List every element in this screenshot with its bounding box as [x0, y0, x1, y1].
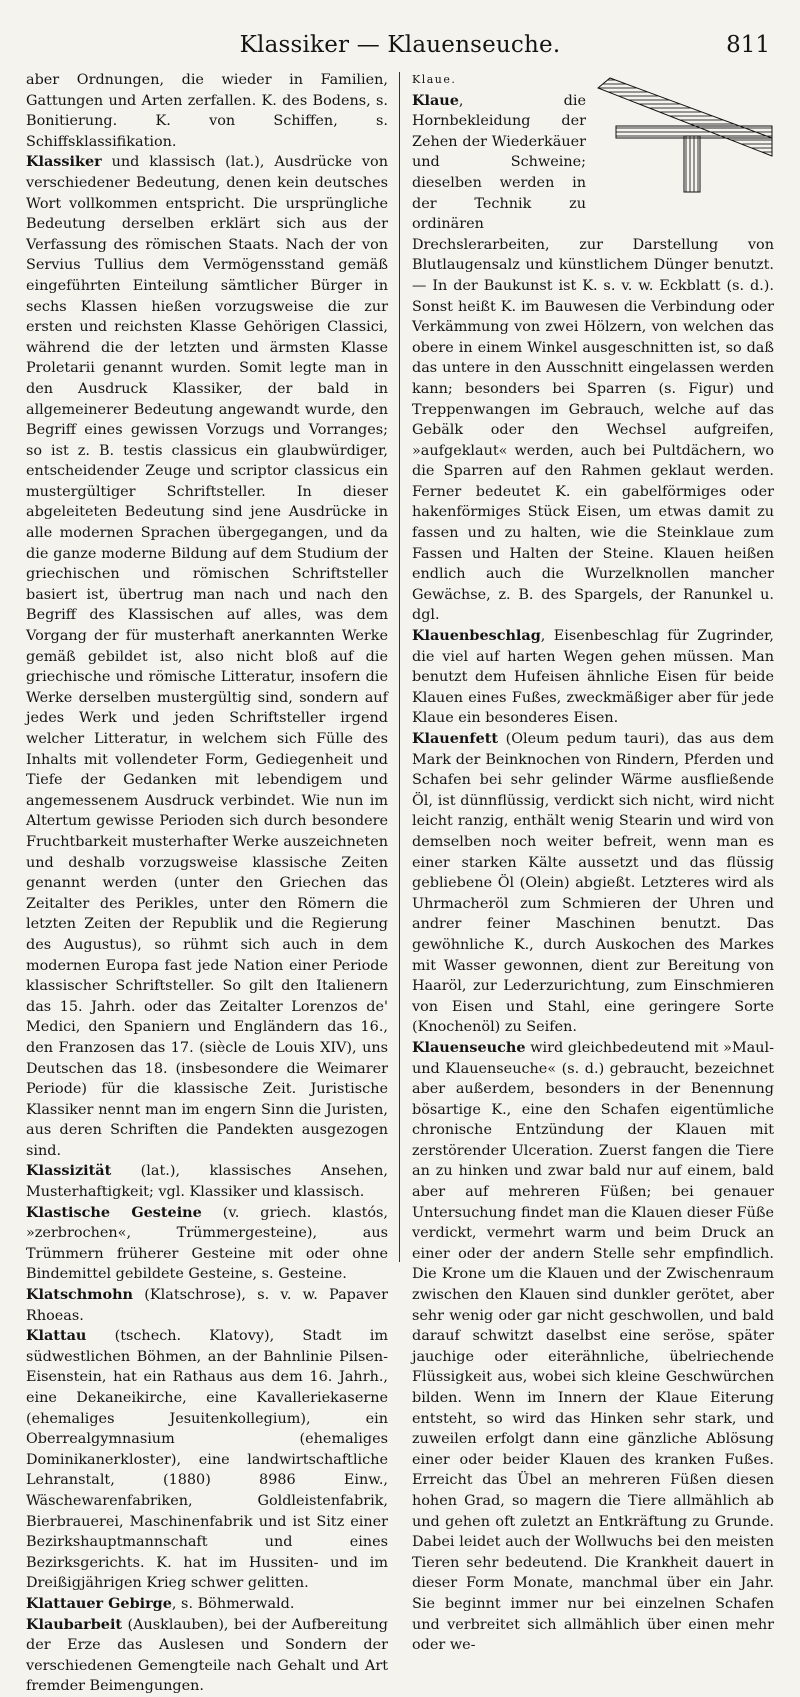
right-column: Klaue. Klaue, die Hornbekleidung der Zehen der Wiederkäuer und Schweine; dieselben werden in der Technik zu ordinären Drechslerarbeiten, zur Darstellung von Blutlaugensalz und künstlichem Dünger benutzt. — In der Baukunst ist K. s. v. w. Eckblatt (s. d.). Sonst heißt K. im Bauwesen die Verbindung oder Verkämmung von zwei Hölzern, von welchen das obere in einem Winkel ausgeschnitten ist, so daß das untere in den Ausschnitt eingelassen werden kann; besonders bei Sparren (s. Figur) und Treppenwangen im Gebrauch, welche auf das Gebälk oder den Wechsel aufgreifen, »aufgeklaut« werden, auch bei Pultdächern, wo die Sparren auf den Rahmen geklaut werden. Ferner bedeutet K. ein gabelförmiges oder hakenförmiges Stück Eisen, um etwas damit zu fassen und zu halten, wie die Steinklaue zum Fassen und Halten der Steine. Klauen heißen endlich auch die Wurzelknollen mancher Gewächse, z. B. des Spargels, der Ranunkel u. dgl. Klauenbeschlag, Eisenbeschlag für Zugrinder, die viel auf harten Wegen gehen müssen. Man benutzt dem Hufeisen ähnliche Eisen für beide Klauen eines Fußes, zweckmäßiger aber für jede Klaue ein besonderes Eisen. Klauenfett (Oleum pedum tauri), das aus dem Mark der Beinknochen von Rindern, Pferden und Schafen bei sehr gelinder Wärme ausfließende Öl, ist dünnflüssig, verdickt sich nicht, wird nicht leicht ranzig, enthält wenig Stearin und wird von demselben noch weiter befreit, wenn man es einer starken Kälte aussetzt und das flüssig gebliebene Öl (Olein) abgießt. Letzteres wird als Uhrmacheröl zum Schmieren der Uhren und andrer feiner Maschinen benutzt. Das gewöhnliche K., durch Auskochen des Markes mit Wasser gewonnen, dient zur Bereitung von Haaröl, zur Lederzurichtung, zum Einschmieren von Eisen und Stahl, eine geringere Sorte (Knochenöl) zu Seifen. Klauenseuche wird gleichbedeutend mit »Maul- und Klauenseuche« (s. d.) gebraucht, bezeichnet aber außerdem, besonders in der Benennung bösartige K., eine den Schafen eigentümliche chronische Entzündung der Klauen mit zerstörender Ulceration. Zuerst fangen die Tiere an zu hinken und zwar bald nur auf einem, bald aber auf mehreren Füßen; bei genauer Untersuchung findet man die Klauen dieser Füße verdickt, vermehrt warm und beim Druck an einer oder der andern Stelle sehr empfindlich. Die Krone um die Klauen und der Zwischenraum zwischen den Klauen sind dunkler gerötet, aber sehr wenig oder gar nicht geschwollen, und bald darauf schwitzt daselbst eine seröse, später jauchige oder eiterähnliche, übelriechende Flüssigkeit aus, wobei sich kleine Geschwürchen bilden. Wenn im Innern der Klaue Eiterung entsteht, so wird das Hinken sehr stark, und zuweilen erfolgt dann eine gänzliche Ablösung einer oder beider Klauen des kranken Fußes. Erreicht das Übel an mehreren Füßen diesen hohen Grad, so magern die Tiere allmählich ab und gehen oft zuletzt an Entkräftung zu Grunde. Dabei leidet auch der Wollwuchs bei den meisten Tieren sehr bedeutend. Die Krankheit dauert in dieser Form Monate, manchmal über ein Jahr. Sie beginnt immer nur bei einzelnen Schafen und verbreitet sich allmählich über einen mehr oder we-: [412, 70, 774, 1268]
entry-klassizitaet: Klassizität (lat.), klassisches Ansehen, Musterhaftigkeit; vgl. Klassiker und klassisch.: [26, 1162, 388, 1201]
entry-klassiker: Klassiker und klassisch (lat.), Ausdrücke von verschiedener Bedeutung, denen kein deutsches Wort vollkommen entspricht. Die ursprüngliche Bedeutung derselben erklärt sich aus der Verfassung des römischen Staats. Nach der von Servius Tullius dem Vermögensstand gemäß eingeführten Einteilung sämtlicher Bürger in sechs Klassen hießen vorzugsweise die zur ersten und reichsten Klasse Gehörigen Classici, während die der letzten und ärmsten Klasse Proletarii genannt wurden. Somit legte man in den Ausdruck Klassiker, der bald in allgemeinerer Bedeutung angewandt wurde, den Begriff eines gewissen Vorzugs und Vorranges; so ist z. B. testis classicus ein glaubwürdiger, entscheidender Zeuge und scriptor classicus ein mustergültiger Schriftsteller. In dieser abgeleiteten Bedeutung sind jene Ausdrücke in alle modernen Sprachen übergegangen, und da die ganze moderne Bildung auf dem Studium der griechischen und römischen Schriftsteller basiert ist, übertrug man nach und nach den Begriff des Klassischen auf alles, was dem Vorgang der für musterhaft anerkannten Werke gemäß gebildet ist, also nicht bloß auf die griechische und römische Litteratur, insofern die Werke derselben mustergültig sind, sondern auf jedes Werk und jeden Schriftsteller irgend welcher Litteratur, in welchem sich Fülle des Inhalts mit vollendeter Form, Gediegenheit und Tiefe der Gedanken mit lebendigem und angemessenem Ausdruck verbindet. Wie nun im Altertum gewisse Perioden sich durch besondere Fruchtbarkeit musterhafter Werke auszeichneten und deshalb vorzugsweise klassische Zeiten genannt werden (unter den Griechen das Zeitalter des Perikles, unter den Römern die letzten Zeiten der Republik und die Regierung des Augustus), so rühmt sich auch in dem modernen Europa fast jede Nation einer Periode klassischer Schriftsteller. So gilt den Italienern das 15. Jahrh. oder das Zeitalter Lorenzos de' Medici, den Spaniern und Engländern das 16., den Franzosen das 17. (siècle de Louis XIV), uns Deutschen das 18. (insbesondere die Weimarer Periode) für die klassische Zeit. Juristische Klassiker nennt man im engern Sinn die Juristen, aus deren Schriften die Pandekten ausgezogen sind.: [26, 153, 388, 1159]
left-column: [26, 70, 388, 1695]
column-divider: [399, 72, 400, 1262]
entry-klauenbeschlag: Klauenbeschlag, Eisenbeschlag für Zugrinder, die viel auf harten Wegen gehen müssen. Man benutzt dem Hufeisen ähnliche Eisen für beide Klauen eines Fußes, zweckmäßiger aber für jede Klaue ein besonderes Eisen.: [412, 627, 774, 727]
entry-text: aber Ordnungen, die wieder in Familien, Gattungen und Arten zerfallen. K. des Bodens, s. Bonitierung. K. von Schiffen, s. Schiffsklassifikation.: [26, 72, 388, 150]
page-title: Klassiker — Klauenseuche.: [239, 32, 561, 58]
entry-klauenseuche: Klauenseuche wird gleichbedeutend mit »Maul- und Klauenseuche« (s. d.) gebraucht, bezeichnet aber außerdem, besonders in der Benennung bösartige K., eine den Schafen eigentümliche chronische Entzündung der Klauen mit zerstörender Ulceration. Zuerst fangen die Tiere an zu hinken und zwar bald nur auf einem, bald aber auf mehreren Füßen; bei genauer Untersuchung findet man die Klauen dieser Füße verdickt, vermehrt warm und beim Druck an einer oder der andern Stelle sehr empfindlich. Die Krone um die Klauen und der Zwischenraum zwischen den Klauen sind dunkler gerötet, aber sehr wenig oder gar nicht geschwollen, und bald darauf schwitzt daselbst eine seröse, später jauchige oder eiterähnliche, übelriechende Flüssigkeit aus, wobei sich kleine Geschwürchen bilden. Wenn im Innern der Klaue Eiterung entsteht, so wird das Hinken sehr stark, und zuweilen erfolgt dann eine gänzliche Ablösung einer oder beider Klauen des kranken Fußes. Erreicht das Übel an mehreren Füßen diesen hohen Grad, so magern die Tiere allmählich ab und gehen oft zuletzt an Entkräftung zu Grunde. Dabei leidet auch der Wollwuchs bei den meisten Tieren sehr bedeutend. Die Krankheit dauert in dieser Form Monate, manchmal über ein Jahr. Sie beginnt immer nur bei einzelnen Schafen und verbreitet sich allmählich über einen mehr oder we-: [412, 1038, 774, 1654]
entry-klaubarbeit: Klaubarbeit (Ausklauben), bei der Aufbereitung der Erze das Auslesen und Sondern der verschiedenen Gemengteile nach Gehalt und Art fremder Beimengungen.: [26, 1615, 388, 1695]
headword: Klauenseuche: [412, 1038, 526, 1056]
headword: Klatschmohn: [26, 1286, 134, 1304]
headword: Klassizität: [26, 1162, 112, 1180]
figure-klaue: [594, 74, 774, 214]
headword: Klauenfett: [412, 730, 499, 747]
entry-klauenfett: Klauenfett (Oleum pedum tauri), das aus dem Mark der Beinknochen von Rindern, Pferden und Schafen bei sehr gelinder Wärme ausfließende Öl, ist dünnflüssig, verdickt sich nicht, wird nicht leicht ranzig, enthält wenig Stearin und wird von demselben noch weiter befreit, wenn man es einer starken Kälte aussetzt und das flüssig gebliebene Öl (Olein) abgießt. Letzteres wird als Uhrmacheröl zum Schmieren der Uhren und andrer feiner Maschinen benutzt. Das gewöhnliche K., durch Auskochen des Markes mit Wasser gewonnen, dient zur Bereitung von Haaröl, zur Lederzurichtung, zum Einschmieren von Eisen und Stahl, eine geringere Sorte (Knochenöl) zu Seifen.: [412, 730, 774, 1036]
headword: Klattau: [26, 1327, 87, 1345]
headword: Klauenbeschlag: [412, 627, 541, 645]
page-number: 811: [726, 32, 770, 58]
rafter-joint-illustration-icon: [596, 74, 772, 192]
figure-caption: Klaue.: [412, 73, 457, 86]
entry-klattauer-gebirge: Klattauer Gebirge, s. Böhmerwald.: [26, 1594, 295, 1612]
headword: Klaue: [412, 91, 459, 109]
headword: Klattauer Gebirge: [26, 1594, 172, 1612]
page-header: [26, 32, 774, 66]
entry-klatschmohn: Klatschmohn (Klatschrose), s. v. w. Papaver Rhoeas.: [26, 1286, 388, 1324]
headword: Klassiker: [26, 153, 102, 171]
entry-klastische-gesteine: Klastische Gesteine (v. griech. klastós, »zerbrochen«, Trümmergesteine), aus Trümmern früherer Gesteine mit oder ohne Bindemittel gebildete Gesteine, s. Gesteine.: [26, 1203, 388, 1283]
headword: Klaubarbeit: [26, 1615, 123, 1633]
entry-klattau: Klattau (tschech. Klatovy), Stadt im südwestlichen Böhmen, an der Bahnlinie Pilsen-Eisenstein, hat ein Rathaus aus dem 16. Jahrh., eine Dekaneikirche, eine Kavalleriekaserne (ehemaliges Jesuitenkollegium), ein Oberrealgymnasium (ehemaliges Dominikanerkloster), eine landwirtschaftliche Lehranstalt, (1880) 8986 Einw., Wäschewarenfabriken, Goldleistenfabrik, Bierbrauerei, Maschinenfabrik und ist Sitz einer Bezirkshauptmannschaft und eines Bezirksgerichts. K. hat im Hussiten- und im Dreißigjährigen Krieg schwer gelitten.: [26, 1327, 388, 1592]
headword: Klastische Gesteine: [26, 1203, 202, 1221]
